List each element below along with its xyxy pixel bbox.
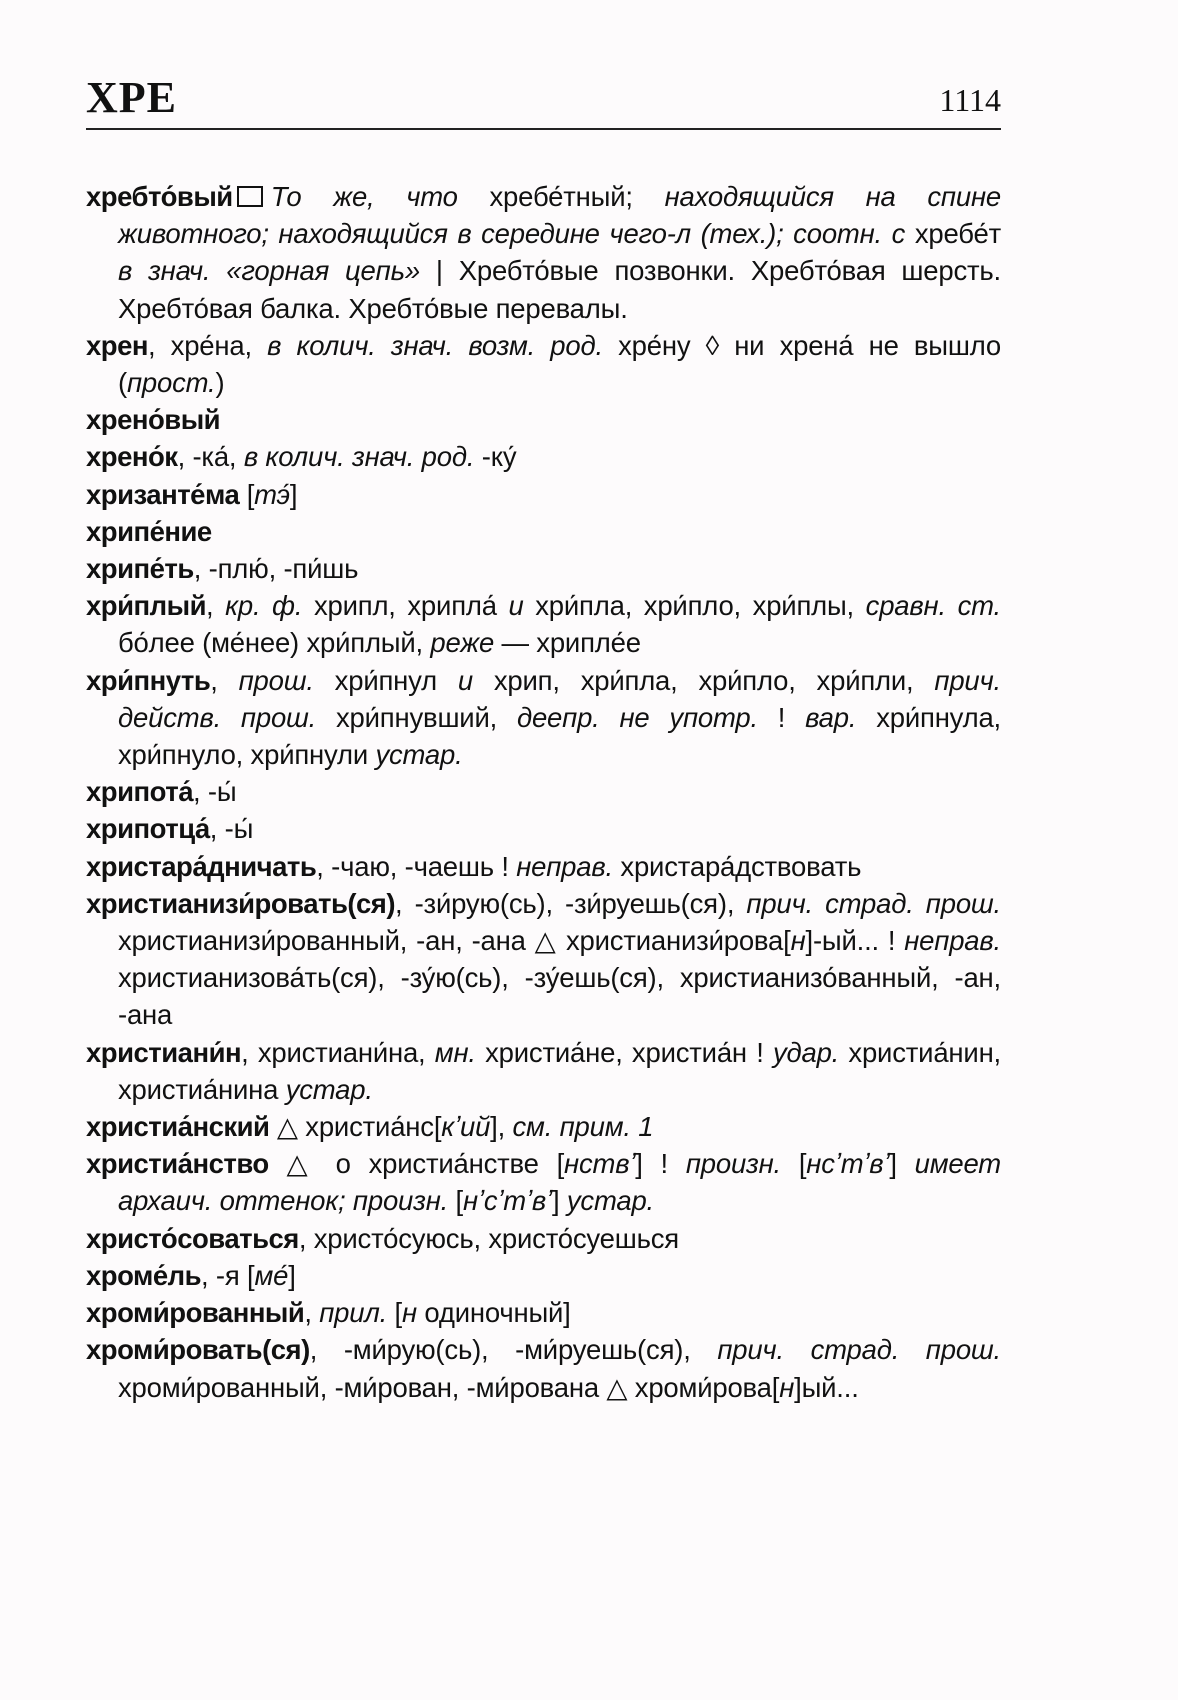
entry-label-italic: прич. страд. прош. (717, 1334, 1001, 1366)
entry-text: хре́ну ◊ ни хрена́ не вышло ( (118, 329, 1001, 399)
entry-headword: христиа́нство (86, 1148, 269, 1180)
dictionary-entry (86, 1034, 1001, 1108)
entry-text: | Хребто́вые позвонки. Хребто́вая шерсть. Хребто́вая балка. Хребто́вые перевалы. (118, 255, 1001, 324)
entry-label-italic: нʼсʼтʼвʼ (462, 1185, 552, 1217)
entry-label-italic: имеет архаич. оттенок; произн. (118, 1148, 1001, 1217)
entry-label-italic: в колич. знач. возм. род. (267, 329, 603, 361)
dictionary-entry (86, 401, 1001, 438)
entry-headword: хроми́рованный (86, 1297, 305, 1329)
entry-text: [ (448, 1185, 463, 1217)
entry-text: , -ы́ (192, 776, 237, 808)
dictionary-entry (86, 550, 1001, 587)
dictionary-entry (86, 1331, 1001, 1405)
entry-text: ] (551, 1185, 567, 1217)
entry-text: , (210, 664, 239, 696)
entry-headword: хрен (86, 329, 148, 361)
entry-text: [ (781, 1148, 807, 1180)
entry-text: хри́пнул (313, 664, 458, 696)
entry-label-italic: ме́ (254, 1259, 289, 1291)
entry-label-italic: прост. (126, 367, 216, 399)
dictionary-entry (86, 1294, 1001, 1331)
page-number: 1114 (939, 82, 1001, 118)
entry-text: — хрипле́е (494, 627, 641, 659)
dictionary-entry (86, 662, 1001, 774)
entry-text: ] (288, 1259, 296, 1291)
entry-label-italic: произн. (685, 1148, 782, 1180)
page-header (86, 74, 1001, 130)
entry-label-italic: см. прим. 1 (512, 1111, 654, 1143)
entry-text: христиа́не, христиа́н ! (475, 1036, 773, 1068)
entry-label-italic: в знач. «горная цепь» (118, 255, 420, 287)
entry-label-italic: прич. действ. прош. (118, 664, 1001, 733)
dictionary-entry (86, 513, 1001, 550)
entry-headword: христиани́н (86, 1036, 242, 1068)
entry-label-italic: удар. (772, 1036, 840, 1068)
entry-headword: хрипотца́ (86, 813, 210, 845)
entry-text: хри́пнувший, (316, 701, 517, 733)
running-head: ХРЕ (86, 73, 177, 122)
entry-headword: христиа́нский (86, 1111, 270, 1143)
entry-text: △ христиа́нс[ (269, 1111, 442, 1143)
entry-label-italic: нсʼтʼвʼ (806, 1148, 890, 1180)
entry-text: бо́лее (ме́нее) хри́плый, (118, 627, 431, 659)
entry-label-italic: и (508, 590, 524, 622)
entry-label-italic: То же, что (270, 181, 458, 212)
entry-headword: христара́дничать (86, 850, 317, 882)
entry-label-italic: неправ. (516, 850, 613, 882)
dictionary-entry (86, 438, 1001, 475)
entry-text: христиа́нин, христиа́нина (118, 1036, 1001, 1105)
entry-text: одиночный] (416, 1297, 571, 1329)
entry-text: , (205, 590, 226, 622)
entry-text: христианизи́рованный, -ан, -ана △ христианизи́рова[ (118, 925, 791, 957)
entry-label-italic: реже (430, 627, 495, 659)
entry-label-italic: кʼий (441, 1111, 491, 1143)
entry-label-italic: прич. страд. прош. (746, 887, 1001, 919)
entry-text: ]ый... (794, 1371, 859, 1403)
dictionary-entry (86, 1145, 1001, 1219)
entry-label-italic: неправ. (904, 925, 1001, 957)
entry-text: ] ! (635, 1148, 686, 1180)
entry-text: христианизова́ть(ся), -зу́ю(сь), -зу́ешь(ся), христианизо́ванный, -ан, -ана (118, 962, 1001, 1031)
dictionary-entry (86, 178, 1001, 327)
entry-label-italic: устар. (375, 739, 463, 771)
entry-label-italic: кр. ф. (225, 590, 303, 622)
entry-text: хри́пнула, хри́пнуло, хри́пнули (118, 701, 1002, 771)
dictionary-entry (86, 476, 1001, 513)
entry-headword: хрипота́ (86, 776, 193, 808)
entry-text: -ку́ (474, 441, 517, 473)
entry-text: , -ми́рую(сь), -ми́руешь(ся), (309, 1334, 718, 1366)
entry-text: хрипл, хрипла́ (302, 590, 509, 622)
entry-text: хребе́т (905, 218, 1001, 250)
entry-headword: хрено́вый (86, 404, 221, 436)
dictionary-entry (86, 1108, 1001, 1145)
entry-text: , христиани́на, (241, 1036, 435, 1068)
dictionary-entry (86, 885, 1001, 1034)
entry-text: , хре́на, (148, 329, 268, 361)
entry-label-italic: и (457, 664, 473, 696)
entry-label-italic: н (779, 1371, 795, 1403)
entry-text: хри́пла, хри́пло, хри́плы, (523, 590, 866, 622)
entry-label-italic: сравн. ст. (865, 590, 1001, 622)
entry-label-italic: прил. (319, 1297, 388, 1329)
entry-text: ] (289, 478, 298, 510)
entry-headword: христо́соваться (86, 1222, 299, 1254)
entry-label-italic: мн. (434, 1036, 476, 1068)
entry-headword: христианизи́ровать(ся) (86, 887, 396, 919)
dictionary-entry (86, 773, 1001, 810)
entry-text: хроми́рованный, -ми́рован, -ми́рована △ хроми́рова[ (118, 1371, 780, 1403)
entry-list (86, 178, 1001, 1406)
entry-text: , -ка́, (177, 441, 244, 473)
dictionary-entry (86, 810, 1001, 847)
entry-label-italic: находящийся на спине животного; находящийся в середине чего-л (тех.); соотн. с (118, 181, 1001, 250)
entry-label-italic: устар. (285, 1073, 373, 1105)
entry-label-italic: н (790, 925, 806, 957)
entry-text: , -чаю, -чаешь ! (316, 850, 517, 882)
entry-headword: хребто́вый (86, 181, 233, 212)
entry-headword: хрено́к (86, 441, 178, 473)
entry-text: христара́дствовать (612, 850, 862, 882)
entry-headword: хрипе́ть (86, 553, 194, 585)
entry-label-italic: в колич. знач. род. (243, 441, 475, 473)
entry-text: ) (215, 367, 225, 399)
entry-text: [ (239, 478, 255, 510)
entry-text: , (304, 1297, 320, 1329)
entry-headword: хроме́ль (86, 1259, 202, 1291)
entry-headword: хрипе́ние (86, 515, 212, 547)
entry-text: ]-ый... ! (805, 925, 905, 957)
entry-text: , христо́суюсь, христо́суешься (298, 1222, 679, 1254)
entry-text: ], (490, 1111, 513, 1143)
entry-text: , -ы́ (209, 813, 254, 845)
entry-text: △ о христиа́нстве [ (268, 1148, 565, 1180)
entry-text: хрип, хри́пла, хри́пло, хри́пли, (472, 664, 935, 696)
entry-headword: хри́плый (86, 590, 206, 622)
entry-text: хребе́тный; (457, 181, 665, 212)
entry-label-italic: устар. (566, 1185, 654, 1217)
entry-label-italic: прош. (238, 664, 314, 696)
entry-text: , -плю́, -пи́шь (193, 553, 359, 585)
entry-text: , -я [ (201, 1259, 255, 1291)
entry-label-italic: тэ́ (254, 478, 290, 510)
entry-label-italic: н (401, 1297, 417, 1329)
entry-text: ] (889, 1148, 915, 1180)
dictionary-entry (86, 1220, 1001, 1257)
entry-label-italic: деепр. не употр. (516, 701, 758, 733)
entry-headword: хроми́ровать(ся) (86, 1334, 310, 1366)
entry-text: ! (757, 701, 806, 733)
entry-label-italic: нствʼ (564, 1148, 636, 1180)
entry-text: , -зи́рую(сь), -зи́руешь(ся), (395, 887, 747, 919)
entry-headword: хри́пнуть (86, 664, 211, 696)
dictionary-entry (86, 848, 1001, 885)
dictionary-entry (86, 327, 1001, 401)
entry-text: [ (387, 1297, 402, 1329)
entry-headword: хризанте́ма (86, 478, 240, 510)
dictionary-entry (86, 1257, 1001, 1294)
entry-label-italic: вар. (805, 701, 857, 733)
square-box-icon (237, 186, 263, 207)
dictionary-entry (86, 587, 1001, 661)
